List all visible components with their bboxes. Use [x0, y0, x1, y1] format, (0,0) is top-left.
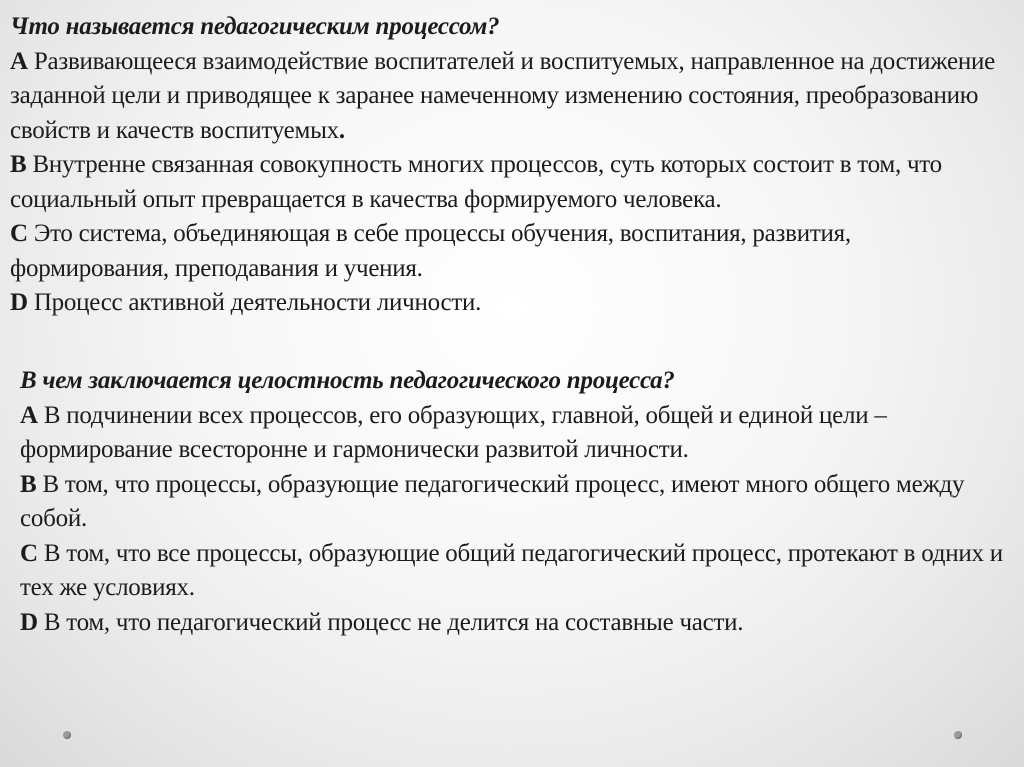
option-letter: D: [20, 608, 38, 636]
option-letter: B: [10, 151, 27, 178]
question-title: В чем заключается целостность педагогического процесса?: [20, 367, 675, 394]
answer-option-b: [20, 468, 1010, 537]
option-letter: C: [10, 220, 28, 247]
option-letter: D: [10, 289, 28, 316]
answer-option-b: [10, 148, 1015, 217]
answer-option-a: [10, 45, 1015, 149]
question-block-2: [20, 364, 1010, 640]
option-text: Процесс активной деятельности личности.: [27, 289, 482, 316]
answer-option-c: [10, 217, 1015, 286]
option-end: .: [338, 116, 345, 144]
question-block-1: [10, 10, 1015, 321]
answer-option-a: [20, 399, 1010, 468]
option-letter: C: [20, 539, 38, 567]
answer-option-c: [20, 537, 1010, 606]
option-text: В том, что педагогический процесс не делится на составные части.: [37, 608, 744, 636]
option-text: В том, что все процессы, образующие общий педагогический процесс, протекают в одних и тех же условиях.: [20, 539, 1003, 601]
option-text: Внутренне связанная совокупность многих процессов, суть которых состоит в том, что социальный опыт превращается в качества формируемого человека.: [10, 151, 942, 213]
option-letter: B: [20, 470, 37, 498]
decorative-dot-icon: [954, 731, 962, 739]
option-text: Развивающееся взаимодействие воспитателей и воспитуемых, направленное на достижение заданной цели и приводящее к заранее намеченному изменению состояния, преобразованию свойств и качеств воспитуемых: [10, 47, 995, 144]
question-title: Что называется педагогическим процессом?: [10, 13, 500, 40]
option-text: В подчинении всех процессов, его образующих, главной, общей и единой цели – формирование всесторонне и гармонически развитой личности.: [20, 401, 887, 463]
answer-option-d: [20, 606, 1010, 641]
option-text: Это система, объединяющая в себе процессы обучения, воспитания, развития, формирования, преподавания и учения.: [10, 220, 851, 282]
answer-option-d: [10, 286, 1015, 321]
option-letter: A: [10, 47, 28, 75]
option-letter: A: [20, 401, 38, 429]
decorative-dot-icon: [63, 731, 71, 739]
option-text: В том, что процессы, образующие педагогический процесс, имеют много общего между собой.: [20, 470, 965, 532]
